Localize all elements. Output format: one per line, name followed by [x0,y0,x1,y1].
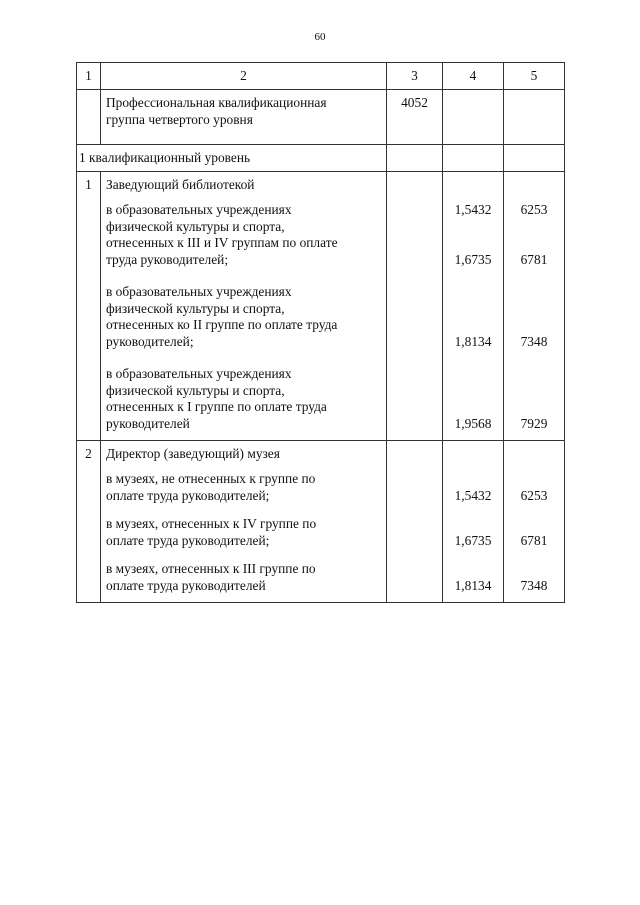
position-title: Заведующий библиотекой [106,177,255,192]
page-number: 60 [314,31,326,43]
subitem-line: в образовательных учреждениях [106,284,292,299]
subitem-line: оплате труда руководителей [106,577,266,593]
coefficient-value: 1,8134 [454,333,492,349]
position-row [77,441,565,603]
position-subitem [106,284,382,350]
subitem-line: физической культуры и спорта, [106,382,285,398]
coefficient-cell [443,441,504,603]
salary-value: 6253 [520,487,548,503]
position-col3-cell [387,441,443,603]
group-row [77,90,565,145]
salary-value: 6253 [520,202,548,217]
subitem-line: отнесенных ко II группе по оплате труда [106,317,338,332]
salary-value: 7348 [520,333,548,349]
subitem-line: руководителей; [106,333,194,349]
qualification-level-row [77,145,565,172]
coefficient-value: 1,8134 [454,577,492,593]
subitem-line: отнесенных к III и IV группам по оплате [106,235,338,250]
subitem-line: труда руководителей; [106,251,229,267]
column-header-5: 5 [504,63,565,90]
column-header-4: 4 [443,63,504,90]
position-number: 1 [77,172,101,441]
level-col4-cell [443,145,504,172]
position-cell [101,172,387,441]
salary-value: 6781 [520,251,548,267]
position-number: 2 [77,441,101,603]
coefficient-value: 1,6735 [454,532,492,548]
coefficient-value: 1,5432 [454,202,492,217]
subitem-line: в образовательных учреждениях [106,202,292,217]
group-coef-cell [443,90,504,145]
group-salary-cell [504,90,565,145]
position-subitem [106,471,382,504]
subitem-line: руководителей [106,415,190,431]
position-cell [101,441,387,603]
subitem-line: в музеях, отнесенных к IV группе по [106,516,317,531]
group-name-line: Профессиональная квалификационная [106,95,327,110]
table-header-row [77,63,565,90]
group-name-line: группа четвертого уровня [106,111,253,127]
position-subitem [106,561,382,594]
position-subitem [106,366,382,432]
salary-value: 7929 [520,415,548,431]
level-col5-cell [504,145,565,172]
subitem-line: в образовательных учреждениях [106,366,292,381]
salary-cell [504,172,565,441]
subitem-line: оплате труда руководителей; [106,532,270,548]
subitem-line: в музеях, отнесенных к III группе по [106,561,316,576]
salary-value: 6781 [520,532,548,548]
level-col3-cell [387,145,443,172]
salary-value: 7348 [520,577,548,593]
subitem-line: в музеях, не отнесенных к группе по [106,471,316,486]
position-subitem [106,202,382,268]
coefficient-value: 1,6735 [454,251,492,267]
position-subitem [106,516,382,549]
coefficient-cell [443,172,504,441]
column-header-1: 1 [77,63,101,90]
subitem-line: отнесенных к I группе по оплате труда [106,399,327,414]
group-name-cell [101,90,387,145]
qualification-table [76,62,565,603]
position-title: Директор (заведующий) музея [106,446,280,461]
coefficient-value: 1,5432 [454,487,492,503]
position-row [77,172,565,441]
group-base-salary: 4052 [387,90,443,145]
subitem-line: физической культуры и спорта, [106,300,285,316]
qualification-level-label: 1 квалификационный уровень [77,145,387,172]
subitem-line: физической культуры и спорта, [106,218,285,234]
column-header-2: 2 [101,63,387,90]
position-col3-cell [387,172,443,441]
subitem-line: оплате труда руководителей; [106,487,270,503]
group-number-cell [77,90,101,145]
column-header-3: 3 [387,63,443,90]
coefficient-value: 1,9568 [454,415,492,431]
salary-cell [504,441,565,603]
